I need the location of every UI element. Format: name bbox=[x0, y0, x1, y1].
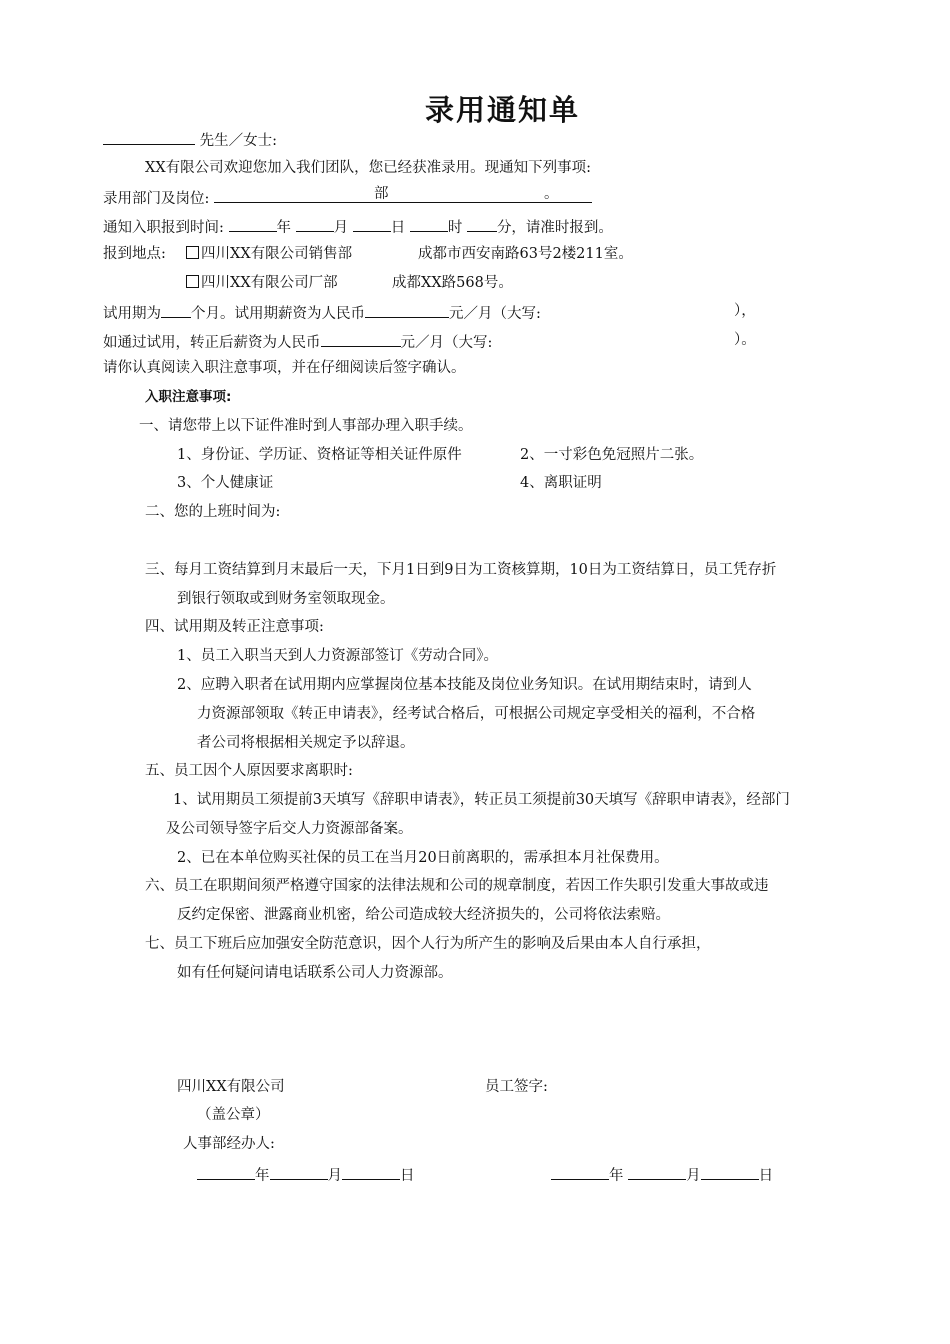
name-blank[interactable] bbox=[103, 129, 195, 145]
employee-date-month-blank[interactable] bbox=[628, 1164, 686, 1180]
company-date-month: 月 bbox=[327, 1168, 342, 1184]
section-4: 四、试用期及转正注意事项: bbox=[145, 619, 324, 635]
company-date-year: 年 bbox=[255, 1168, 270, 1184]
section-3-line-2: 到银行领取或到财务室领取现金。 bbox=[177, 591, 395, 607]
page-title: 录用通知单 bbox=[424, 93, 580, 127]
section-1: 一、请您带上以下证件准时到人事部办理入职手续。 bbox=[139, 418, 473, 434]
employee-date-line bbox=[551, 1164, 773, 1185]
probation-c: 元／月（大写: bbox=[449, 306, 541, 322]
regular-b: 元／月（大写: bbox=[400, 335, 493, 351]
company-date-month-blank[interactable] bbox=[270, 1164, 328, 1180]
probation-end: ）， bbox=[734, 303, 756, 319]
read-notice: 请你认真阅读入职注意事项，并在仔细阅读后签字确认。 bbox=[103, 360, 466, 376]
address-2: 成都XX路568号。 bbox=[392, 275, 513, 291]
section-5: 五、员工因个人原因要求离职时: bbox=[145, 763, 353, 779]
employee-date-day-blank[interactable] bbox=[701, 1164, 759, 1180]
address-1: 成都市西安南路63号2楼211室。 bbox=[418, 246, 633, 262]
salutation-line bbox=[103, 129, 277, 150]
dept-suffix: 部 bbox=[374, 186, 389, 202]
location-2-text: 四川XX有限公司厂部 bbox=[201, 275, 338, 291]
day-unit: 日 bbox=[390, 220, 406, 236]
employee-date-month: 月 bbox=[686, 1168, 701, 1184]
section-6-line-1: 六、员工在职期间须严格遵守国家的法律法规和公司的规章制度，若因工作失职引发重大事故或违 bbox=[145, 878, 769, 894]
section-4-item-1: 1、员工入职当天到人力资源部签订《劳动合同》。 bbox=[177, 648, 498, 664]
dept-end: 。 bbox=[544, 186, 559, 202]
month-blank[interactable] bbox=[296, 216, 334, 232]
employee-date-day: 日 bbox=[758, 1168, 774, 1184]
probation-a: 试用期为 bbox=[103, 306, 161, 322]
regular-salary-blank[interactable] bbox=[321, 331, 401, 347]
section-1-item-2: 2、一寸彩色免冠照片二张。 bbox=[520, 447, 704, 463]
report-time-label: 通知入职报到时间: bbox=[103, 220, 224, 236]
section-4-item-2-line-1: 2、应聘入职者在试用期内应掌握岗位基本技能及岗位业务知识。在试用期结束时，请到人 bbox=[177, 677, 752, 693]
location-label: 报到地点: bbox=[103, 246, 166, 262]
day-blank[interactable] bbox=[353, 216, 391, 232]
regular-line bbox=[103, 331, 492, 352]
section-6-line-2: 反约定保密、泄露商业机密，给公司造成较大经济损失的，公司将依法索赔。 bbox=[177, 907, 670, 923]
section-4-item-2-line-2: 力资源部领取《转正申请表》，经考试合格后，可根据公司规定享受相关的福利，不合格 bbox=[197, 706, 756, 722]
hr-handler-label: 人事部经办人: bbox=[183, 1136, 275, 1152]
minute-tail: 分，请准时报到。 bbox=[496, 220, 613, 236]
year-unit: 年 bbox=[276, 220, 291, 236]
section-7-line-1: 七、员工下班后应加强安全防范意识，因个人行为所产生的影响及后果由本人自行承担， bbox=[145, 936, 711, 952]
section-5-item-1-line-1: 1、试用期员工须提前3天填写《辞职申请表》，转正员工须提前30天填写《辞职申请表》，经部门 bbox=[173, 792, 790, 808]
dept-line bbox=[103, 187, 592, 208]
location-1-text: 四川XX有限公司销售部 bbox=[201, 246, 353, 262]
checkbox-icon[interactable] bbox=[186, 275, 199, 288]
company-date-year-blank[interactable] bbox=[197, 1164, 255, 1180]
company-date-day-blank[interactable] bbox=[342, 1164, 400, 1180]
probation-line bbox=[103, 302, 541, 323]
employee-date-year-blank[interactable] bbox=[551, 1164, 609, 1180]
month-unit: 月 bbox=[333, 220, 349, 236]
company-date-line bbox=[197, 1164, 415, 1185]
section-5-item-2: 2、已在本单位购买社保的员工在当月20日前离职的，需承担本月社保费用。 bbox=[177, 850, 669, 866]
company-name: 四川XX有限公司 bbox=[177, 1079, 285, 1095]
regular-end: ）。 bbox=[734, 332, 756, 348]
seal-note: （盖公章） bbox=[197, 1107, 270, 1123]
company-date-day: 日 bbox=[400, 1168, 415, 1184]
intro-text: XX有限公司欢迎您加入我们团队，您已经获准录用。现通知下列事项: bbox=[145, 160, 592, 176]
probation-b: 个月。试用期薪资为人民币 bbox=[191, 306, 365, 322]
section-5-item-1-line-2: 及公司领导签字后交人力资源部备案。 bbox=[166, 821, 413, 837]
probation-salary-blank[interactable] bbox=[365, 302, 449, 318]
checkbox-icon[interactable] bbox=[186, 246, 199, 259]
hour-blank[interactable] bbox=[410, 216, 448, 232]
section-3-line-1: 三、每月工资结算到月末最后一天，下月1日到9日为工资核算期，10日为工资结算日，员工凭存折 bbox=[145, 562, 777, 578]
employee-signature-label: 员工签字: bbox=[485, 1079, 548, 1095]
year-blank[interactable] bbox=[229, 216, 277, 232]
hour-unit: 时 bbox=[447, 220, 463, 236]
regular-a: 如通过试用，转正后薪资为人民币 bbox=[103, 335, 321, 351]
section-7-line-2: 如有任何疑问请电话联系公司人力资源部。 bbox=[177, 965, 453, 981]
section-1-item-1: 1、身份证、学历证、资格证等相关证件原件 bbox=[177, 447, 462, 463]
section-2: 二、您的上班时间为: bbox=[145, 504, 281, 520]
location-option-1[interactable] bbox=[186, 245, 352, 263]
location-option-2[interactable] bbox=[186, 274, 338, 292]
section-1-item-4: 4、离职证明 bbox=[520, 475, 602, 491]
dept-blank[interactable] bbox=[214, 187, 592, 203]
employee-date-year: 年 bbox=[609, 1168, 624, 1184]
notes-heading: 入职注意事项: bbox=[145, 389, 232, 405]
probation-months-blank[interactable] bbox=[161, 302, 191, 318]
section-1-item-3: 3、个人健康证 bbox=[177, 475, 274, 491]
salutation-text: 先生／女士: bbox=[199, 133, 277, 149]
section-4-item-2-line-3: 者公司将根据相关规定予以辞退。 bbox=[197, 735, 415, 751]
dept-label: 录用部门及岗位: bbox=[103, 191, 210, 207]
report-time-line bbox=[103, 216, 613, 237]
minute-blank[interactable] bbox=[467, 216, 497, 232]
